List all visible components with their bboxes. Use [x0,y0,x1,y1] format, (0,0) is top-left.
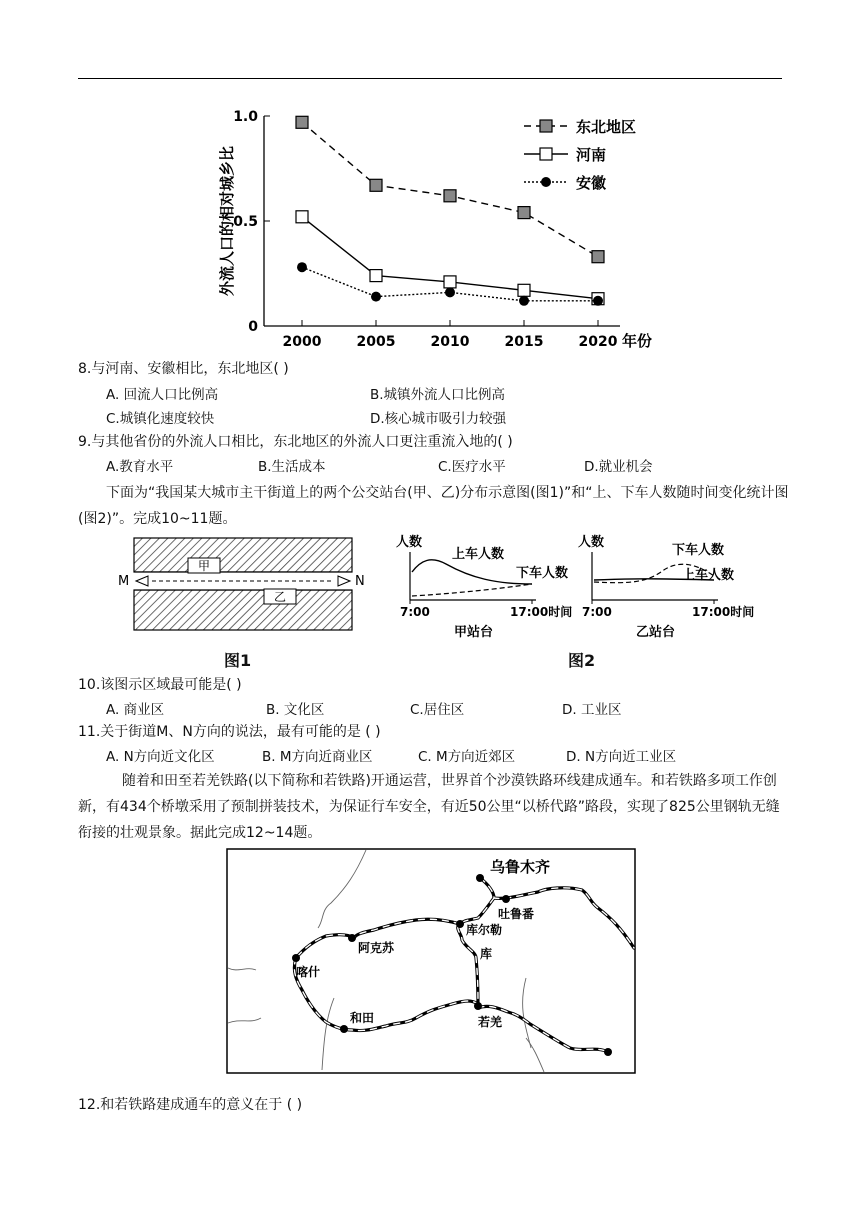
urumqi-marker [476,874,484,882]
jia-up-label: 上车人数 [452,547,505,562]
y-axis-label: 外流人口的相对城乡比 [218,145,236,297]
ku-label: 库 [480,947,493,961]
y-tick-label: 0 [248,319,258,335]
korla-marker [456,920,464,928]
block-north [134,538,352,572]
q8-option-a: A. 回流人口比例高 [106,387,219,403]
data-point-henan [444,276,456,288]
q9-option-b: B.生活成本 [258,459,326,475]
question-9-stem: 9.与其他省份的外流人口相比，东北地区的外流人口更注重流入地的( ) [78,434,513,450]
q11-option-b: B. M方向近商业区 [262,749,373,765]
data-point-henan [370,270,382,282]
x-axis-suffix: 年份 [622,332,653,350]
jia-down-label: 下车人数 [516,566,569,581]
q10-option-a: A. 商业区 [106,702,165,718]
q10-option-b: B. 文化区 [266,702,325,718]
korla-label: 库尔勒 [466,923,503,937]
figure-1-street [112,534,365,634]
xinjiang-railway-map [226,848,636,1074]
data-point-anhui [445,287,455,297]
legend-marker-northeast [540,120,552,132]
data-point-northeast [592,251,604,263]
yi-y-label: 人数 [578,535,605,550]
hotan-marker [340,1025,348,1033]
x-tick-label: 2010 [430,334,470,350]
turpan-label: 吐鲁番 [498,907,535,921]
jia-y-label: 人数 [396,535,423,550]
question-10-stem: 10.该图示区域最可能是( ) [78,677,242,693]
aksu-label: 阿克苏 [358,941,395,955]
data-point-northeast [444,190,456,202]
data-point-northeast [296,116,308,128]
intro-10-11: 下面为“我国某大城市主干街道上的两个公交站台(甲、乙)分布示意图(图1)”和“上、下车人数随时间变化统计图 (图2)”。完成10~11题。 [78,485,789,527]
turpan-marker [502,895,510,903]
figure-2-caption: 图2 [568,651,596,670]
y-tick-label: 1.0 [233,109,258,125]
jia-down-curve [412,584,532,596]
data-point-anhui [519,296,529,306]
station-yi-label: 乙 [273,590,287,604]
question-12-stem: 12.和若铁路建成通车的意义在于 ( ) [78,1097,303,1113]
yi-up-label: 上车人数 [682,568,735,583]
q10-option-d: D. 工业区 [562,702,622,718]
legend-label-henan: 河南 [576,146,607,164]
q11-option-d: D. N方向近工业区 [566,749,677,765]
hotan-label: 和田 [350,1011,375,1025]
data-point-northeast [370,179,382,191]
jia-x-start: 7:00 [400,605,430,619]
q8-option-b: B.城镇外流人口比例高 [370,387,506,403]
q9-option-a: A.教育水平 [106,459,174,475]
direction-n-label: N [355,574,365,589]
kashgar-label: 喀什 [296,965,321,979]
yi-x-start: 7:00 [582,605,612,619]
q11-option-a: A. N方向近文化区 [106,749,215,765]
urumqi-label: 乌鲁木齐 [490,858,551,876]
q8-option-d: D.核心城市吸引力较强 [370,411,507,427]
yi-down-label: 下车人数 [672,543,725,558]
block-south [134,590,352,630]
x-tick-label: 2015 [504,334,544,350]
jia-station-name: 甲站台 [454,625,494,640]
data-point-northeast [518,207,530,219]
population-ratio-chart [210,100,670,355]
y-tick-label: 0.5 [233,214,258,230]
ruoqiang-marker [474,1002,482,1010]
figure-1-caption: 图1 [224,651,252,670]
aksu-marker [348,934,356,942]
x-tick-label: 2005 [356,334,396,350]
x-tick-label: 2020 [578,334,618,350]
intro-12-14: 随着和田至若羌铁路(以下简称和若铁路)开通运营，世界首个沙漠铁路环线建成通车。和若铁路多项工作创新，有434个桥墩采用了预制拼装技术，为保证行车安全，有近50公里“以桥代路”路段，实现了825公里钢轨无缝衔接的壮观景象。据此完成12~14题。 [78,773,780,841]
legend-marker-anhui [541,177,551,187]
data-point-anhui [297,262,307,272]
legend-label-northeast: 东北地区 [576,118,637,136]
kashgar-marker [292,954,300,962]
q11-option-c: C. M方向近郊区 [418,749,516,765]
q9-option-c: C.医疗水平 [438,459,506,475]
yi-station-name: 乙站台 [636,625,676,640]
station-jia-label: 甲 [197,559,211,573]
yi-x-end: 17:00时间 [692,605,755,619]
top-rule [78,78,782,79]
ruoqiang-label: 若羌 [478,1015,503,1029]
legend-marker-henan [540,148,552,160]
data-point-anhui [593,296,603,306]
q10-option-c: C.居住区 [410,702,465,718]
map-frame [227,849,635,1073]
q9-option-d: D.就业机会 [584,459,653,475]
legend-label-anhui: 安徽 [576,174,607,192]
east-end-marker [604,1048,612,1056]
figure-2-passenger-charts [396,530,766,642]
question-8-stem: 8.与河南、安徽相比，东北地区( ) [78,361,289,377]
question-11-stem: 11.关于街道M、N方向的说法，最有可能的是 ( ) [78,724,381,740]
q8-option-c: C.城镇化速度较快 [106,411,215,427]
x-tick-label: 2000 [282,334,322,350]
direction-m-label: M [118,574,130,589]
data-point-henan [296,211,308,223]
data-point-anhui [371,292,381,302]
jia-x-end: 17:00时间 [510,605,573,619]
data-point-henan [518,284,530,296]
jia-up-curve [412,560,532,584]
